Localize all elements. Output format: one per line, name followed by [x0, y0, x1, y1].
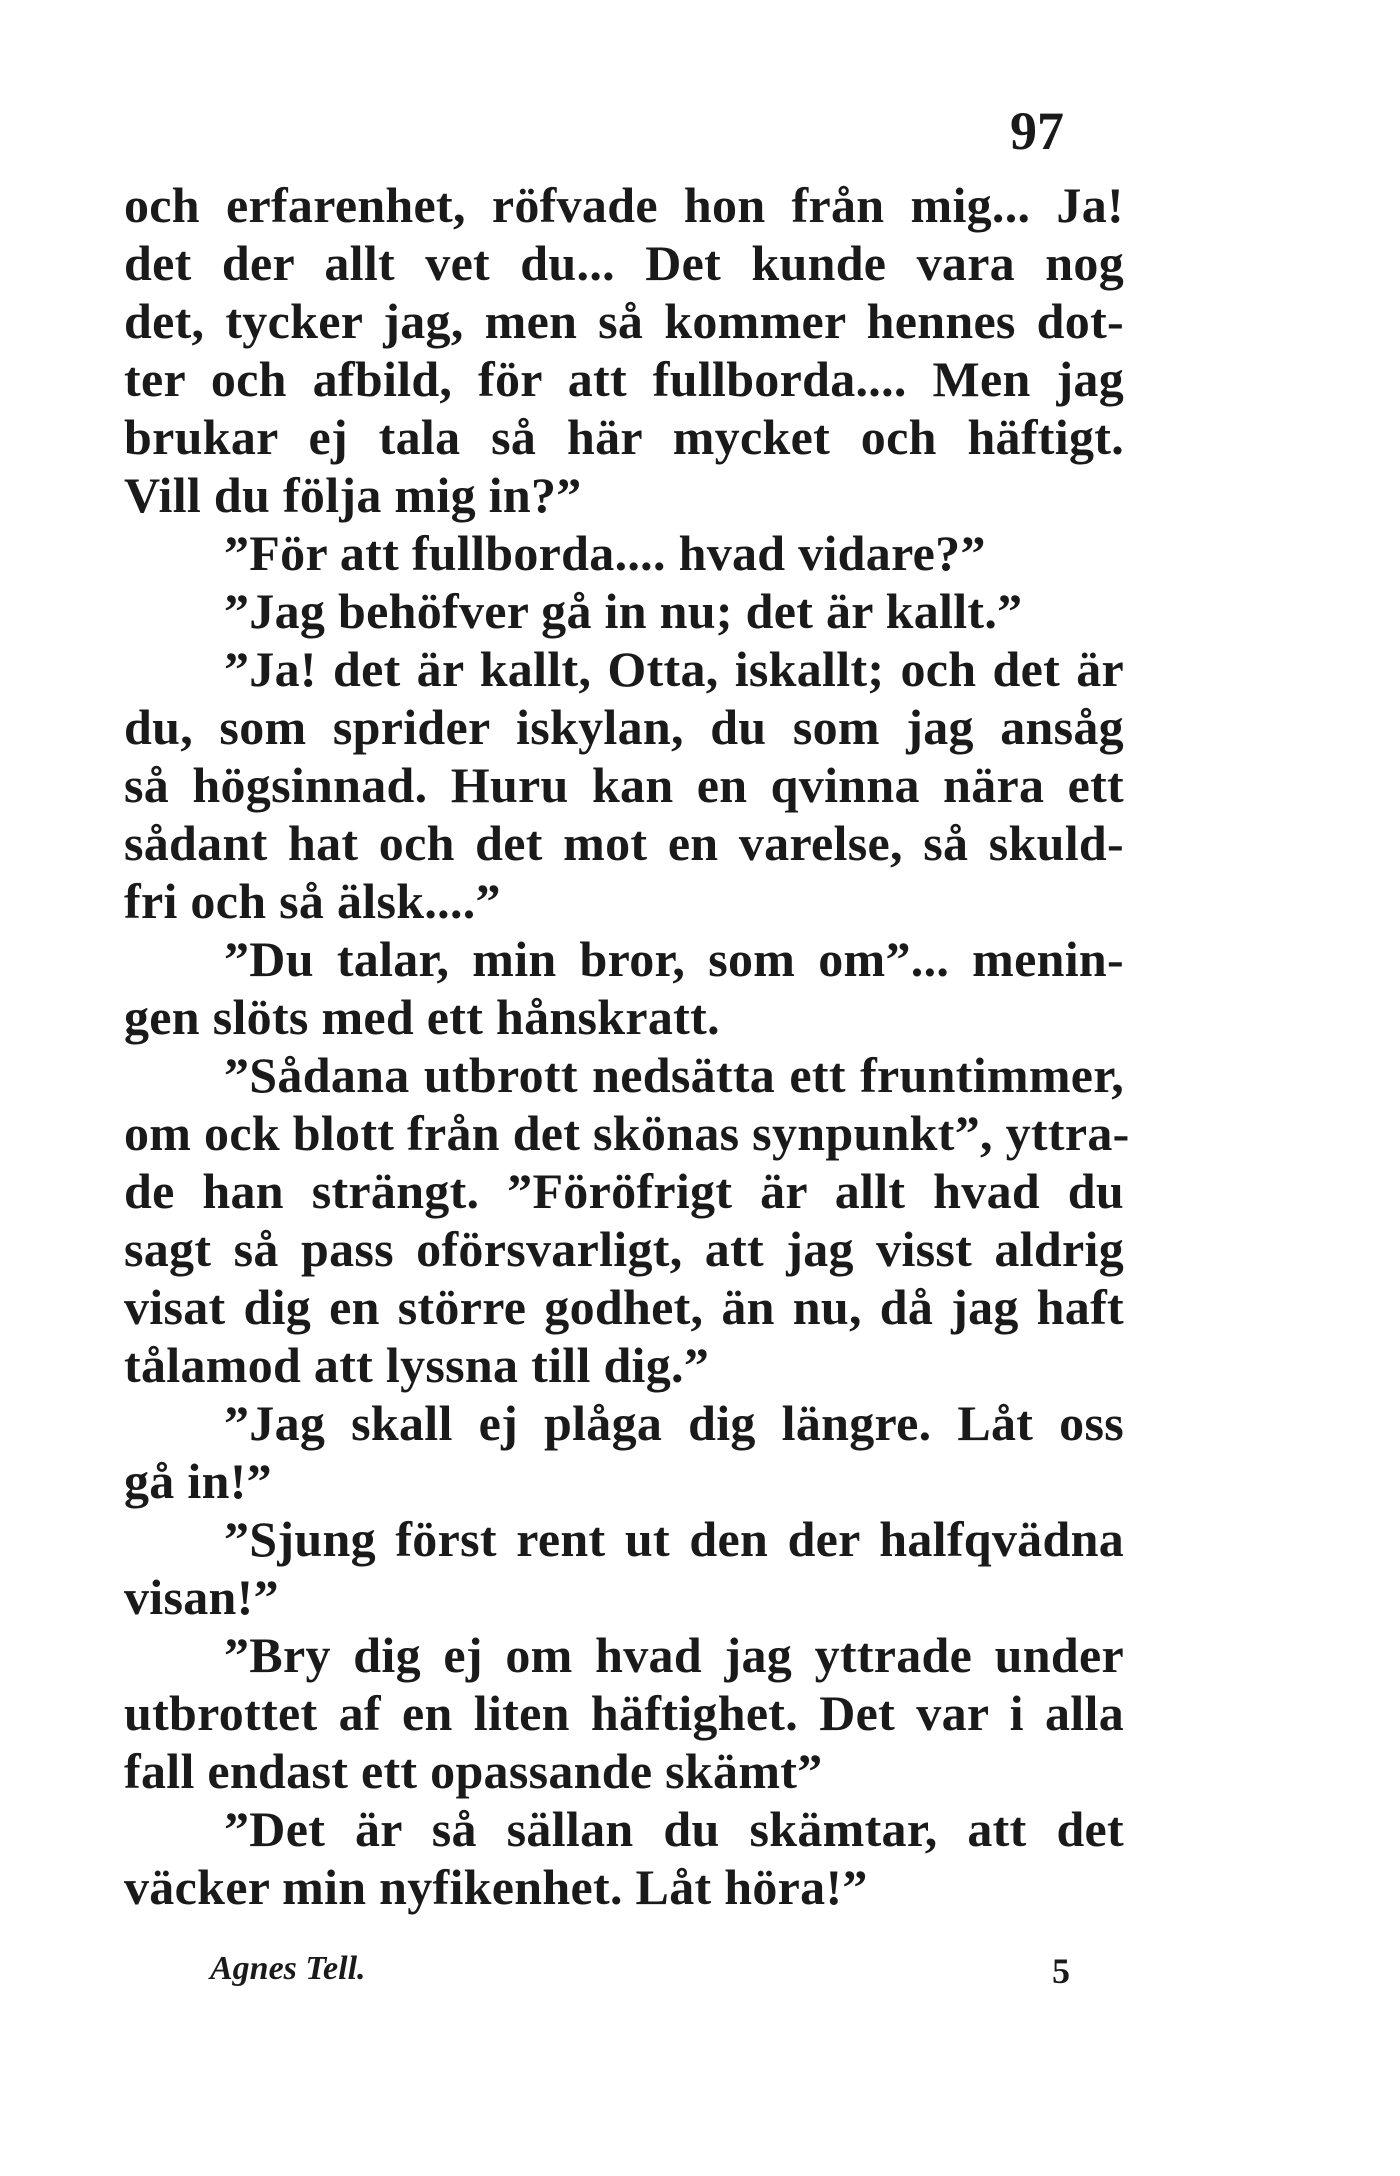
signature-mark: Agnes Tell.	[210, 1950, 366, 1987]
text-line: du, som sprider iskylan, du som jag ansåg	[124, 699, 1124, 755]
text-line: visan!”	[124, 1569, 279, 1625]
text-line: utbrottet af en liten häftighet. Det var i alla	[124, 1685, 1124, 1741]
text-line: ”Jag skall ej plåga dig längre. Låt oss	[224, 1395, 1124, 1451]
text-line: och erfarenhet, röfvade hon från mig... Ja!	[124, 177, 1124, 233]
text-line: ter och afbild, för att fullborda.... Men jag	[124, 351, 1124, 407]
text-line: ”Sjung först rent ut den der halfqvädna	[224, 1511, 1124, 1567]
text-line: de han strängt. ”Föröfrigt är allt hvad du	[124, 1163, 1124, 1219]
text-line: så högsinnad. Huru kan en qvinna nära ett	[124, 757, 1124, 813]
text-line: ”För att fullborda.... hvad vidare?”	[224, 525, 986, 581]
text-line: fall endast ett opassande skämt”	[124, 1743, 823, 1799]
text-line: det der allt vet du... Det kunde vara nog	[124, 235, 1124, 291]
text-line: sagt så pass oförsvarligt, att jag visst aldrig	[124, 1221, 1124, 1277]
text-line: ”Bry dig ej om hvad jag yttrade under	[224, 1627, 1124, 1683]
text-line: tålamod att lyssna till dig.”	[124, 1337, 710, 1393]
page-number: 97	[1010, 101, 1064, 161]
text-line: ”Det är så sällan du skämtar, att det	[224, 1801, 1124, 1857]
text-line: brukar ej tala så här mycket och häftigt.	[124, 409, 1124, 465]
text-line: gen slöts med ett hånskratt.	[124, 989, 720, 1045]
sheet-mark: 5	[1052, 1951, 1070, 1991]
body-text	[124, 176, 1130, 1916]
text-line: sådant hat och det mot en varelse, så skuld-	[124, 815, 1124, 871]
page-footer	[210, 1950, 1070, 2000]
text-line: om ock blott från det skönas synpunkt”, yttra-	[124, 1105, 1130, 1161]
text-line: ”Jag behöfver gå in nu; det är kallt.”	[224, 583, 1023, 639]
text-line: gå in!”	[124, 1453, 272, 1509]
text-line: Vill du följa mig in?”	[124, 467, 582, 523]
text-line: ”Sådana utbrott nedsätta ett fruntimmer,	[224, 1047, 1124, 1103]
text-line: väcker min nyfikenhet. Låt höra!”	[124, 1859, 868, 1915]
text-line: visat dig en större godhet, än nu, då jag haft	[124, 1279, 1124, 1335]
text-line: det, tycker jag, men så kommer hennes dot-	[124, 293, 1124, 349]
text-line: ”Ja! det är kallt, Otta, iskallt; och det är	[224, 641, 1124, 697]
text-line: ”Du talar, min bror, som om”... menin-	[224, 931, 1124, 987]
text-line: fri och så älsk....”	[124, 873, 501, 929]
